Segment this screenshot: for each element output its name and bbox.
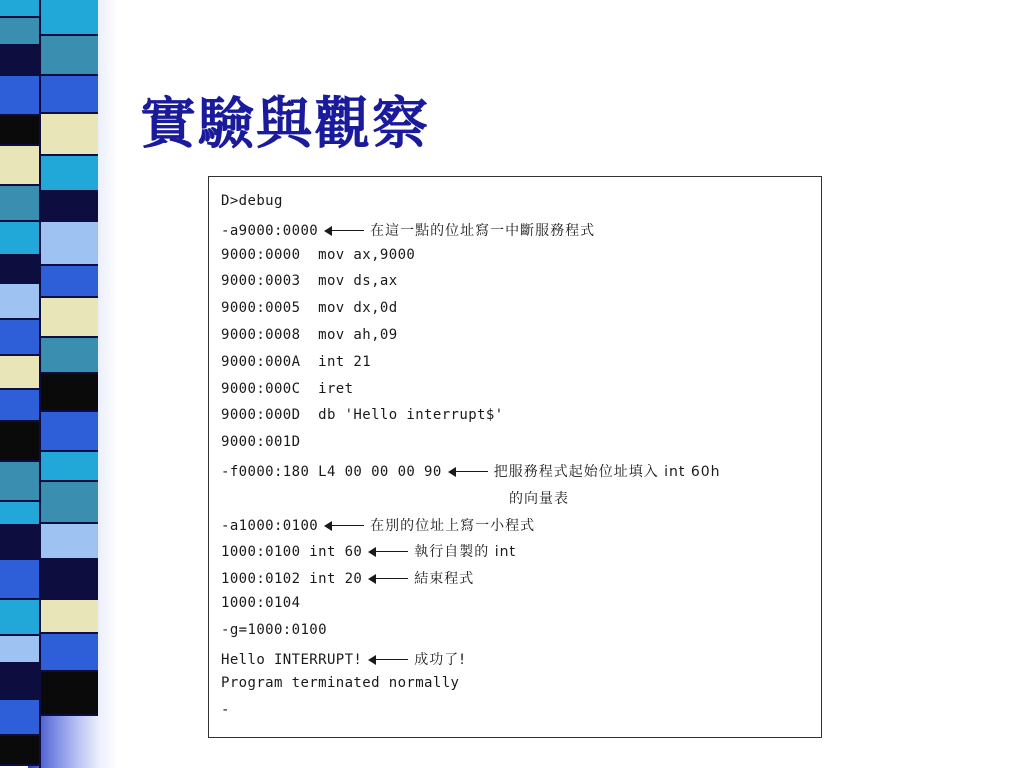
stripe-column-left: [0, 0, 39, 768]
code-line: [221, 622, 327, 638]
code-text: 1000:0102 int 20: [221, 571, 363, 588]
code-line: [221, 568, 474, 588]
code-line: [221, 300, 398, 316]
left-arrow-icon: [324, 226, 364, 236]
stripe-block: [41, 76, 98, 114]
code-line: [221, 541, 516, 561]
stripe-block: [0, 600, 39, 636]
stripe-block: [0, 664, 39, 700]
stripe-block: [0, 736, 39, 766]
annotation-note: 執行自製的 int: [414, 544, 516, 561]
stripe-block: [0, 526, 39, 560]
code-line: [221, 327, 398, 343]
left-arrow-icon: [368, 547, 408, 557]
stripe-block: [41, 156, 98, 192]
stripe-block: [0, 222, 39, 256]
code-text: Hello INTERRUPT!: [221, 651, 363, 668]
annotation-note: 在別的位址上寫一小程式: [370, 517, 536, 534]
stripe-block: [41, 192, 98, 222]
stripe-block: [0, 116, 39, 146]
code-text: 9000:0008 mov ah,09: [221, 327, 398, 343]
left-arrow-icon: [368, 574, 408, 584]
code-text: -g=1000:0100: [221, 621, 327, 638]
stripe-block: [0, 76, 39, 116]
left-arrow-icon: [448, 467, 488, 477]
code-line: [221, 354, 371, 370]
stripe-block: [41, 600, 98, 634]
decorative-stripe: [0, 0, 118, 768]
code-line: [221, 515, 535, 535]
slide-title: 實驗與觀察: [140, 91, 430, 157]
stripe-block: [0, 560, 39, 600]
stripe-block: [0, 18, 39, 46]
code-text: 1000:0104: [221, 595, 301, 611]
annotation-note: 結束程式: [414, 571, 475, 588]
stripe-block: [41, 482, 98, 524]
stripe-block: [41, 0, 98, 36]
stripe-block: [0, 636, 39, 664]
code-line: [221, 220, 595, 240]
stripe-block: [41, 524, 98, 560]
code-line: [221, 649, 466, 669]
stripe-block: [41, 266, 98, 298]
stripe-block: [41, 412, 98, 452]
code-line: [221, 461, 721, 481]
code-text: -f0000:180 L4 00 00 00 90: [221, 464, 442, 480]
stripe-block: [0, 390, 39, 422]
code-text: 1000:0100 int 60: [221, 544, 363, 561]
code-line: [509, 488, 569, 508]
stripe-block: [41, 338, 98, 374]
annotation-note: 在這一點的位址寫一中斷服務程式: [370, 222, 596, 239]
stripe-block: [41, 222, 98, 266]
code-text: 9000:0000 mov ax,9000: [221, 246, 416, 263]
code-line: [221, 247, 415, 263]
code-text: -: [221, 702, 230, 719]
code-line: [221, 273, 398, 289]
annotation-note: 成功了!: [414, 651, 466, 668]
annotation-note: 把服務程式起始位址填入 int 60h: [493, 464, 721, 480]
stripe-block: [41, 452, 98, 482]
code-text: 9000:000D db 'Hello interrupt$': [221, 407, 504, 424]
stripe-block: [0, 502, 39, 526]
stripe-block: [0, 700, 39, 736]
stripe-block: [0, 46, 39, 76]
code-line: [221, 193, 283, 209]
code-text: D>debug: [221, 193, 283, 209]
stripe-block: [41, 114, 98, 156]
left-arrow-icon: [324, 521, 364, 531]
code-text: Program terminated normally: [221, 675, 460, 692]
code-text: 9000:001D: [221, 434, 301, 451]
code-text: 9000:000C iret: [221, 380, 354, 397]
stripe-block: [0, 462, 39, 502]
code-line: [221, 595, 300, 611]
debug-session-figure: [208, 176, 822, 738]
stripe-block: [41, 634, 98, 672]
stripe-block: [0, 146, 39, 186]
code-line: [221, 407, 504, 423]
code-line: [221, 675, 459, 691]
stripe-block: [0, 422, 39, 462]
stripe-block: [0, 284, 39, 320]
stripe-block: [41, 36, 98, 76]
stripe-block: [41, 672, 98, 716]
code-line: [221, 381, 353, 397]
stripe-block: [0, 356, 39, 390]
code-line: [221, 434, 300, 450]
stripe-block: [41, 298, 98, 338]
stripe-columns: [0, 0, 98, 768]
stripe-column-right: [39, 0, 98, 768]
code-text: 9000:0005 mov dx,0d: [221, 300, 398, 317]
code-text: -a9000:0000: [221, 222, 319, 239]
stripe-block: [41, 560, 98, 600]
code-text: -a1000:0100: [221, 517, 319, 534]
code-text: 9000:0003 mov ds,ax: [221, 273, 398, 290]
code-text: 9000:000A int 21: [221, 353, 372, 370]
stripe-block: [41, 374, 98, 412]
stripe-block: [0, 186, 39, 222]
annotation-note: 的向量表: [509, 490, 569, 507]
left-arrow-icon: [368, 655, 408, 665]
stripe-block: [0, 320, 39, 356]
code-line: [221, 702, 230, 718]
stripe-block: [0, 256, 39, 284]
stripe-block: [0, 0, 39, 18]
